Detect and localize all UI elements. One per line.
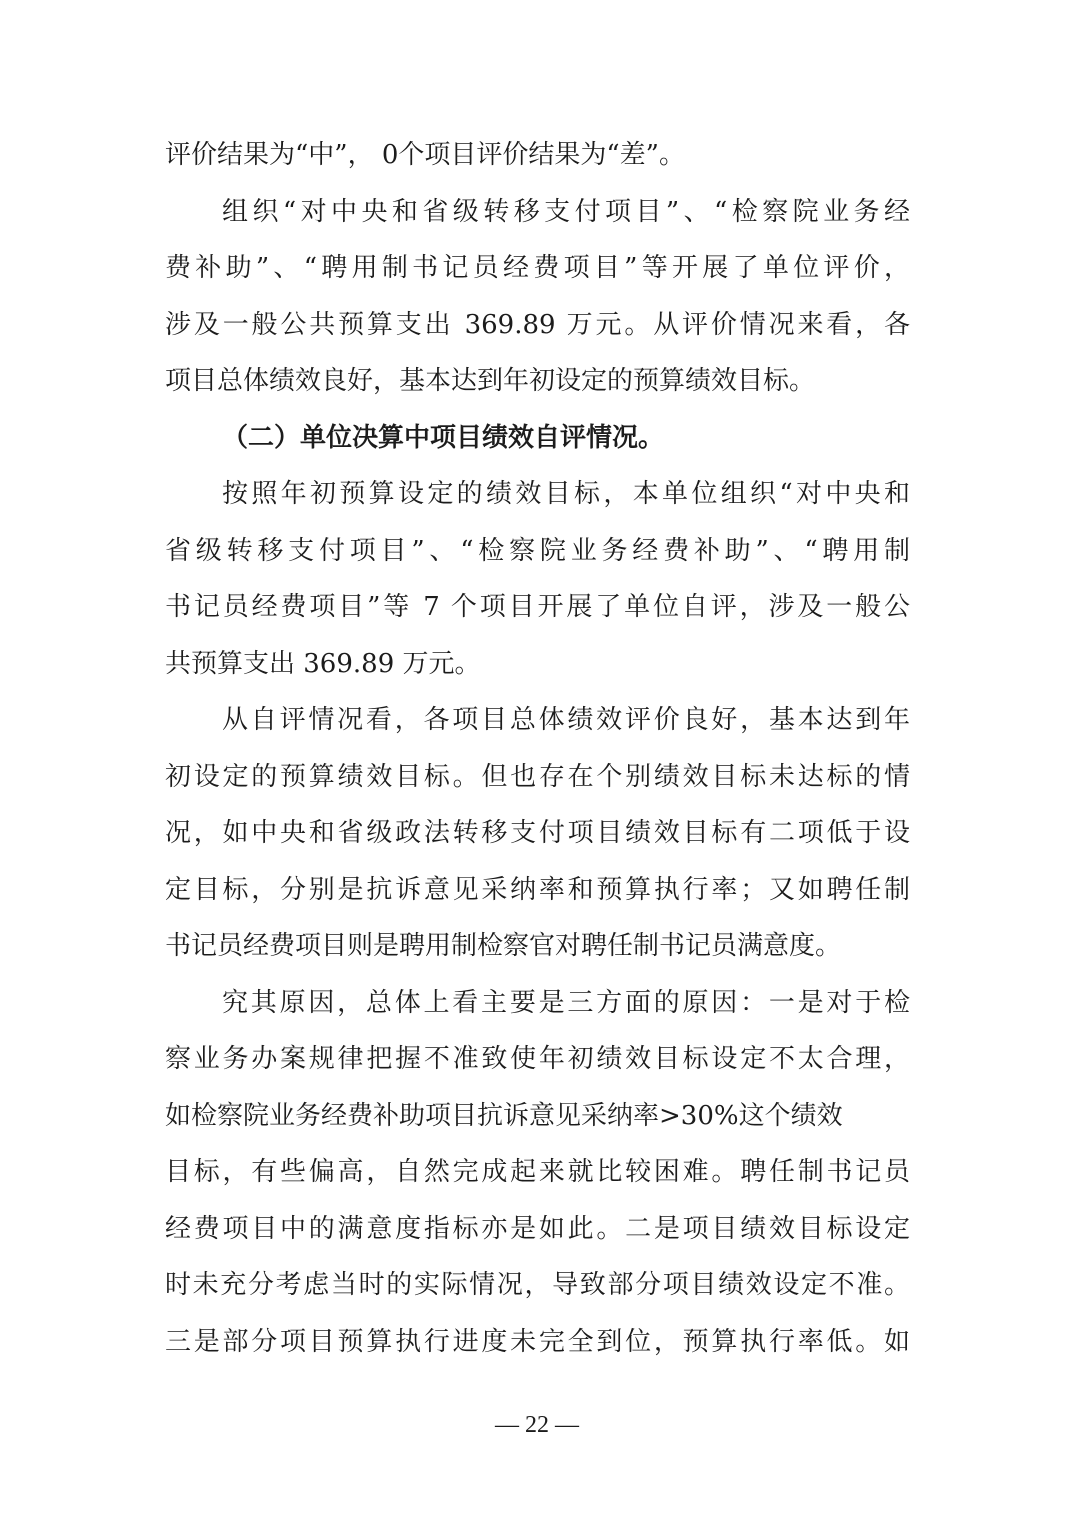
text-line: 按照年初预算设定的绩效目标，本单位组织“对中央和: [222, 479, 910, 509]
section-heading: （二）单位决算中项目绩效自评情况。: [222, 422, 665, 453]
text-line: 评价结果为“中”， 0个项目评价结果为“差”。: [165, 140, 685, 170]
text-line: 共预算支出 369.89 万元。: [165, 648, 481, 679]
text-line: 如检察院业务经费补助项目抗诉意见采纳率>30%这个绩效: [165, 1100, 843, 1131]
text-line: 目标，有些偏高，自然完成起来就比较困难。聘任制书记员: [165, 1157, 910, 1187]
section-heading-wrap: [165, 410, 910, 467]
text-line: 从自评情况看，各项目总体绩效评价良好，基本达到年: [222, 705, 910, 735]
text-line: 察业务办案规律把握不准致使年初绩效目标设定不太合理，: [165, 1044, 910, 1074]
text-line: 初设定的预算绩效目标。但也存在个别绩效目标未达标的情: [165, 761, 910, 792]
text-line: 况，如中央和省级政法转移支付项目绩效目标有二项低于设: [165, 818, 910, 848]
text-line: 定目标，分别是抗诉意见采纳率和预算执行率；又如聘任制: [165, 874, 910, 905]
body-text: [165, 127, 910, 1370]
text-line: 时未充分考虑当时的实际情况，导致部分项目绩效设定不准。: [165, 1270, 910, 1300]
paragraph: [165, 127, 910, 184]
text-line: 项目总体绩效良好，基本达到年初设定的预算绩效目标。: [165, 366, 816, 396]
text-line: 涉及一般公共预算支出 369.89 万元。从评价情况来看，各: [165, 309, 910, 340]
text-line: 费补助”、“聘用制书记员经费项目”等开展了单位评价，: [165, 253, 910, 283]
text-line: 究其原因，总体上看主要是三方面的原因：一是对于检: [222, 987, 910, 1018]
text-line: 省级转移支付项目”、“检察院业务经费补助”、“聘用制: [165, 535, 910, 566]
text-line: 三是部分项目预算执行进度未完全到位，预算执行率低。如: [165, 1326, 910, 1357]
paragraph: [165, 184, 910, 410]
paragraph: [165, 466, 910, 692]
text-line: 经费项目中的满意度指标亦是如此。二是项目绩效目标设定: [165, 1213, 910, 1244]
paragraph: [165, 975, 910, 1371]
text-line: 书记员经费项目则是聘用制检察官对聘任制书记员满意度。: [165, 931, 842, 961]
text-line: 书记员经费项目”等 7 个项目开展了单位自评，涉及一般公: [165, 592, 910, 622]
page-number: — 22 —: [495, 1412, 579, 1438]
text-line: 组织“对中央和省级转移支付项目”、“检察院业务经: [222, 196, 910, 227]
paragraph: [165, 692, 910, 975]
